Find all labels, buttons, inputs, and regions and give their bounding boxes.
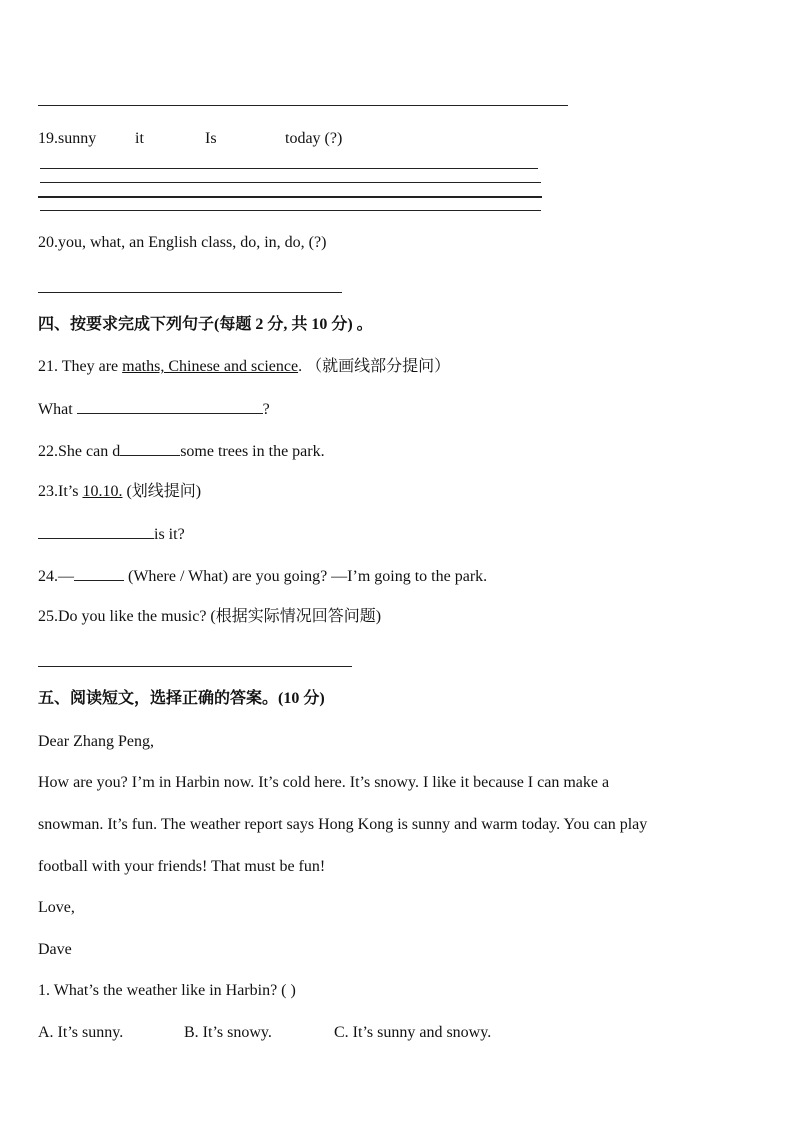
word-it: it bbox=[135, 130, 144, 147]
letter-signature: Dave bbox=[38, 941, 72, 958]
answer-suffix: ? bbox=[262, 401, 270, 418]
question-number: 19. bbox=[38, 130, 58, 147]
fill-blank-23[interactable] bbox=[38, 524, 154, 539]
question-19 bbox=[38, 129, 96, 149]
word-today: today (?) bbox=[285, 130, 343, 147]
underlined-phrase: maths, Chinese and science bbox=[122, 358, 299, 375]
section-5-heading: 五、阅读短文，选择正确的答案。(10 分) bbox=[38, 690, 325, 707]
section-4-heading: 四、按要求完成下列句子(每题 2 分, 共 10 分) 。 bbox=[38, 316, 373, 333]
question-text-end: some trees in the park. bbox=[180, 443, 325, 460]
question-21 bbox=[38, 357, 450, 377]
answer-line-19a bbox=[40, 168, 538, 169]
answer-suffix: is it? bbox=[154, 526, 185, 543]
question-number: 22. bbox=[38, 443, 58, 460]
dash: — bbox=[58, 568, 74, 585]
question-number: 20. bbox=[38, 234, 58, 251]
option-a[interactable]: A. It’s sunny. bbox=[38, 1024, 124, 1041]
question-24 bbox=[38, 566, 487, 587]
question-22 bbox=[38, 441, 325, 462]
answer-line-18 bbox=[38, 105, 568, 106]
answer-line-19d bbox=[40, 210, 541, 211]
word-sunny: sunny bbox=[58, 130, 97, 147]
answer-prefix: What bbox=[38, 401, 77, 418]
word-is: Is bbox=[205, 130, 217, 147]
letter-line-2: snowman. It’s fun. The weather report says Hong Kong is sunny and warm today. You can play bbox=[38, 816, 648, 833]
fill-blank-21[interactable] bbox=[77, 399, 263, 414]
option-c[interactable]: C. It’s sunny and snowy. bbox=[334, 1024, 492, 1041]
fill-blank-22[interactable] bbox=[120, 441, 180, 456]
question-number: 25. bbox=[38, 608, 58, 625]
underlined-time: 10.10. bbox=[82, 483, 123, 500]
answer-23 bbox=[38, 524, 185, 545]
question-number: 24. bbox=[38, 568, 58, 585]
question-text: Do you like the music? (根据实际情况回答问题) bbox=[58, 608, 382, 625]
answer-line-25 bbox=[38, 666, 352, 667]
letter-line-3: football with your friends! That must be fun! bbox=[38, 858, 326, 875]
question-number: 21 bbox=[38, 358, 54, 375]
fill-blank-24[interactable] bbox=[74, 566, 124, 581]
question-text: It’s bbox=[58, 483, 83, 500]
question-text: . They are bbox=[54, 358, 123, 375]
question-25 bbox=[38, 607, 381, 627]
letter-line-1: How are you? I’m in Harbin now. It’s cold here. It’s snowy. I like it because I can make a bbox=[38, 774, 610, 791]
reading-question-1: 1. What’s the weather like in Harbin? ( ) bbox=[38, 982, 296, 999]
question-text: you, what, an English class, do, in, do, (?) bbox=[58, 234, 327, 251]
question-text: (Where / What) are you going? —I’m going to the park. bbox=[124, 568, 488, 585]
answer-line-19c bbox=[38, 196, 542, 198]
question-23 bbox=[38, 482, 201, 502]
question-text: She can d bbox=[58, 443, 121, 460]
answer-21 bbox=[38, 399, 270, 420]
question-instruction: (划线提问) bbox=[122, 483, 202, 500]
question-20 bbox=[38, 233, 326, 253]
answer-line-19b bbox=[40, 182, 541, 183]
letter-closing: Love, bbox=[38, 899, 75, 916]
letter-greeting: Dear Zhang Peng, bbox=[38, 733, 154, 750]
question-instruction: . （就画线部分提问） bbox=[298, 358, 451, 375]
question-number: 23. bbox=[38, 483, 58, 500]
option-b[interactable]: B. It’s snowy. bbox=[184, 1024, 272, 1041]
answer-line-20 bbox=[38, 292, 342, 293]
